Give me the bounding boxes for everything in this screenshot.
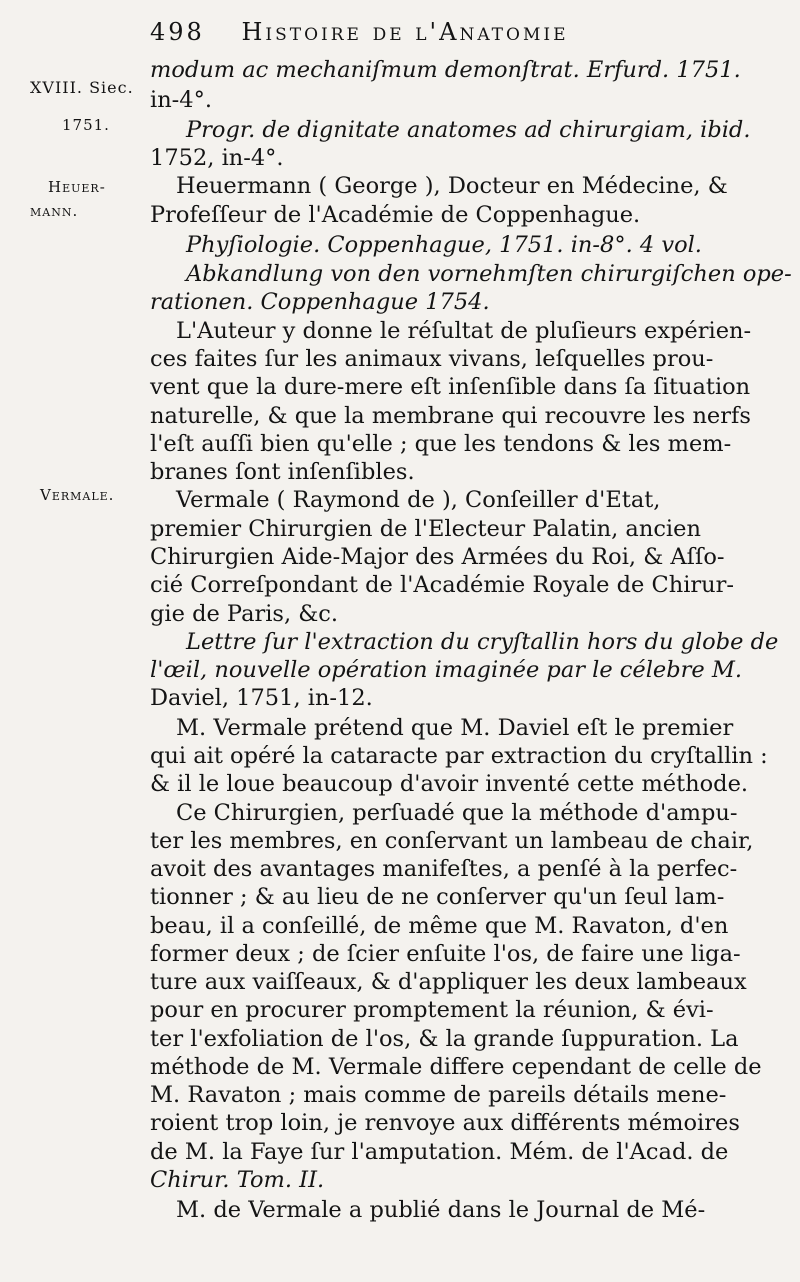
margin-year: 1751. <box>62 116 110 134</box>
text-line: cié Correſpondant de l'Académie Royale de Chirur- <box>150 572 735 598</box>
text-line: Lettre ſur l'extraction du cryſtallin hors du globe de <box>186 629 779 655</box>
text-line: Daviel, 1751, in-12. <box>150 685 373 711</box>
text-line: M. Ravaton ; mais comme de pareils détails mene- <box>150 1082 727 1108</box>
running-title: Histoire de l'Anatomie <box>241 18 569 46</box>
text-line: Phyſiologie. Coppenhague, 1751. in-8°. 4 vol. <box>186 232 702 258</box>
text-line: avoit des avantages manifeſtes, a penſé à la perfec- <box>150 856 738 882</box>
text-line: former deux ; de ſcier enſuite l'os, de faire une liga- <box>150 941 741 967</box>
text-line: l'eſt auſſi bien qu'elle ; que les tendons & les mem- <box>150 431 732 457</box>
text-line: & il le loue beaucoup d'avoir inventé cette méthode. <box>150 771 749 797</box>
text-line: de M. la Faye ſur l'amputation. Mém. de l'Acad. de <box>150 1139 729 1165</box>
text-line: l'œil, nouvelle opération imaginée par le célebre M. <box>150 657 743 683</box>
text-line: M. de Vermale a publié dans le Journal de Mé- <box>176 1197 706 1223</box>
margin-name-heuermann-2: mann. <box>30 202 79 220</box>
text-line: Ce Chirurgien, perſuadé que la méthode d'ampu- <box>176 800 738 826</box>
page-number: 498 <box>150 18 205 46</box>
text-line: ces faites ſur les animaux vivans, leſquelles prou- <box>150 346 714 372</box>
text-line: ture aux vaiſſeaux, & d'appliquer les deux lambeaux <box>150 969 747 995</box>
text-line: rationen. Coppenhague 1754. <box>150 289 490 315</box>
text-line: ter les membres, en conſervant un lambeau de chair, <box>150 828 754 854</box>
text-line: gie de Paris, &c. <box>150 601 339 627</box>
text-line: roient trop loin, je renvoye aux différents mémoires <box>150 1110 740 1136</box>
text-line: Progr. de dignitate anatomes ad chirurgiam, ibid. <box>186 117 751 143</box>
text-line: méthode de M. Vermale differe cependant de celle de <box>150 1054 762 1080</box>
text-line: Profeſſeur de l'Académie de Coppenhague. <box>150 202 641 228</box>
text-line: ter l'exfoliation de l'os, & la grande ſuppuration. La <box>150 1026 739 1052</box>
text-line: Abkandlung von den vornehmſten chirurgiſchen ope- <box>186 261 792 287</box>
text-line: qui ait opéré la cataracte par extraction du cryſtallin : <box>150 743 768 769</box>
text-line: tionner ; & au lieu de ne conſerver qu'un ſeul lam- <box>150 884 725 910</box>
margin-name-vermale: Vermale. <box>40 486 115 504</box>
text-line: modum ac mechaniſmum demonſtrat. Erfurd. 1751. <box>150 57 741 83</box>
text-line: M. Vermale prétend que M. Daviel eſt le premier <box>176 715 734 741</box>
text-line: branes ſont inſenſibles. <box>150 459 415 485</box>
text-line: premier Chirurgien de l'Electeur Palatin, ancien <box>150 516 701 542</box>
text-line: in-4°. <box>150 87 213 113</box>
text-line: naturelle, & que la membrane qui recouvre les nerfs <box>150 403 751 429</box>
text-line: beau, il a conſeillé, de même que M. Ravaton, d'en <box>150 913 729 939</box>
margin-name-heuermann-1: Heuer- <box>48 178 106 196</box>
text-line: 1752, in-4°. <box>150 145 284 171</box>
text-line: Heuermann ( George ), Docteur en Médecine, & <box>176 173 728 199</box>
running-header <box>150 18 710 46</box>
text-line: L'Auteur y donne le réſultat de pluſieurs expérien- <box>176 318 752 344</box>
text-line: Vermale ( Raymond de ), Conſeiller d'Etat, <box>176 487 661 513</box>
text-line: Chirurgien Aide-Major des Armées du Roi, & Aſſo- <box>150 544 725 570</box>
text-line: vent que la dure-mere eſt inſenſible dans ſa ſituation <box>150 374 751 400</box>
text-line: Chirur. Tom. II. <box>150 1167 325 1193</box>
margin-century: XVIII. Siec. <box>30 78 134 97</box>
text-line: pour en procurer promptement la réunion, & évi- <box>150 997 714 1023</box>
